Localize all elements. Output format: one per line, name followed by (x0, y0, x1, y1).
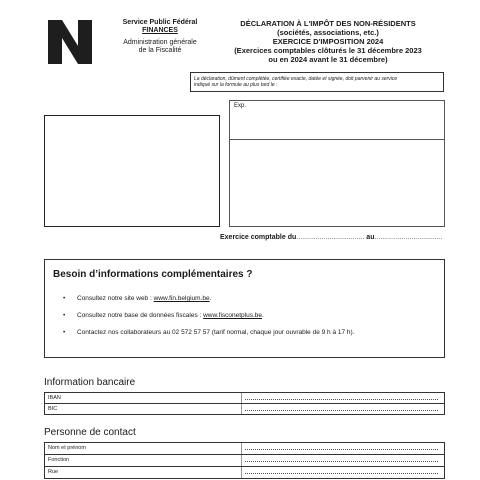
fisconet-link[interactable]: www.fisconetplus.be (203, 312, 262, 319)
contact-row-label: Nom et prénom (48, 445, 86, 451)
bullet-icon: • (63, 329, 66, 336)
title-line-1: DÉCLARATION À L'IMPÔT DES NON-RÉSIDENTS (240, 19, 416, 28)
street-field[interactable] (245, 473, 438, 474)
exp-label: Exp. (234, 103, 247, 109)
fpf-finance-logo (48, 20, 92, 64)
bank-row-label: IBAN (48, 395, 61, 401)
document-title (226, 19, 430, 64)
bank-row-bic[interactable] (45, 404, 444, 414)
contact-row-street[interactable] (45, 467, 444, 478)
info-item-2-text: Consultez notre base de données fiscales : (77, 312, 204, 319)
sender-box-divider (230, 139, 444, 140)
notice-line-1: La déclaration, dûment complétée, certifiée exacte, datée et signée, doit parvenir au service (194, 76, 398, 82)
fiscal-year-to-label: au (366, 234, 375, 241)
agency-line-1: Service Public Fédéral (122, 19, 198, 26)
contact-row-function[interactable] (45, 455, 444, 467)
title-line-5: ou en 2024 avant le 31 décembre) (268, 55, 388, 64)
agency-block (112, 19, 208, 55)
info-item-2-end: . (262, 312, 264, 319)
contact-row-label: Rue (48, 469, 59, 475)
notice-line-2: indiqué sur la formule au plus tard le : (194, 82, 278, 88)
bank-table (44, 392, 445, 415)
name-field[interactable] (245, 449, 438, 450)
function-field[interactable] (245, 461, 438, 462)
agency-line-2: FINANCES (142, 27, 178, 34)
website-link[interactable]: www.fin.belgium.be (153, 295, 210, 302)
bank-section-title: Information bancaire (44, 377, 136, 388)
info-item-1-text: Consultez notre site web : (77, 295, 154, 302)
info-box (44, 259, 445, 358)
deadline-notice (190, 72, 444, 92)
info-item-fisconet (63, 312, 264, 319)
info-item-1-end: . (209, 295, 212, 302)
info-heading: Besoin d’informations complémentaires ? (53, 269, 253, 280)
contact-section-title: Personne de contact (44, 427, 136, 438)
info-item-3-text: Contactez nos collaborateurs au 02 572 57 57 (tarif normal, chaque jour ouvrable de 9 h à 17 h). (77, 329, 355, 336)
agency-line-3: Administration générale (123, 39, 197, 46)
title-line-4: (Exercices comptables clôturés le 31 décembre 2023 (234, 46, 422, 55)
bullet-icon: • (63, 312, 66, 319)
bullet-icon: • (63, 295, 66, 302)
fiscal-year-label: Exercice comptable du (220, 234, 297, 241)
bank-row-iban[interactable] (45, 393, 444, 404)
fiscal-year-to-field[interactable]: ................................... (374, 234, 443, 241)
bank-row-label: BIC (48, 406, 58, 412)
sender-box[interactable] (229, 100, 445, 227)
contact-row-name[interactable] (45, 443, 444, 455)
info-item-phone (63, 329, 355, 336)
contact-row-label: Fonction (48, 457, 70, 463)
address-window-box (44, 115, 220, 227)
fiscal-year-from-field[interactable]: ................................... (296, 234, 365, 241)
fiscal-year-line (220, 234, 446, 241)
bic-field[interactable] (245, 410, 438, 411)
iban-field[interactable] (245, 399, 438, 400)
info-item-website (63, 295, 211, 302)
contact-table (44, 442, 445, 479)
title-line-3: EXERCICE D'IMPOSITION 2024 (272, 37, 384, 46)
agency-line-4: de la Fiscalité (138, 47, 182, 54)
title-line-2: (sociétés, associations, etc.) (277, 28, 379, 37)
logo-shape (48, 20, 92, 64)
